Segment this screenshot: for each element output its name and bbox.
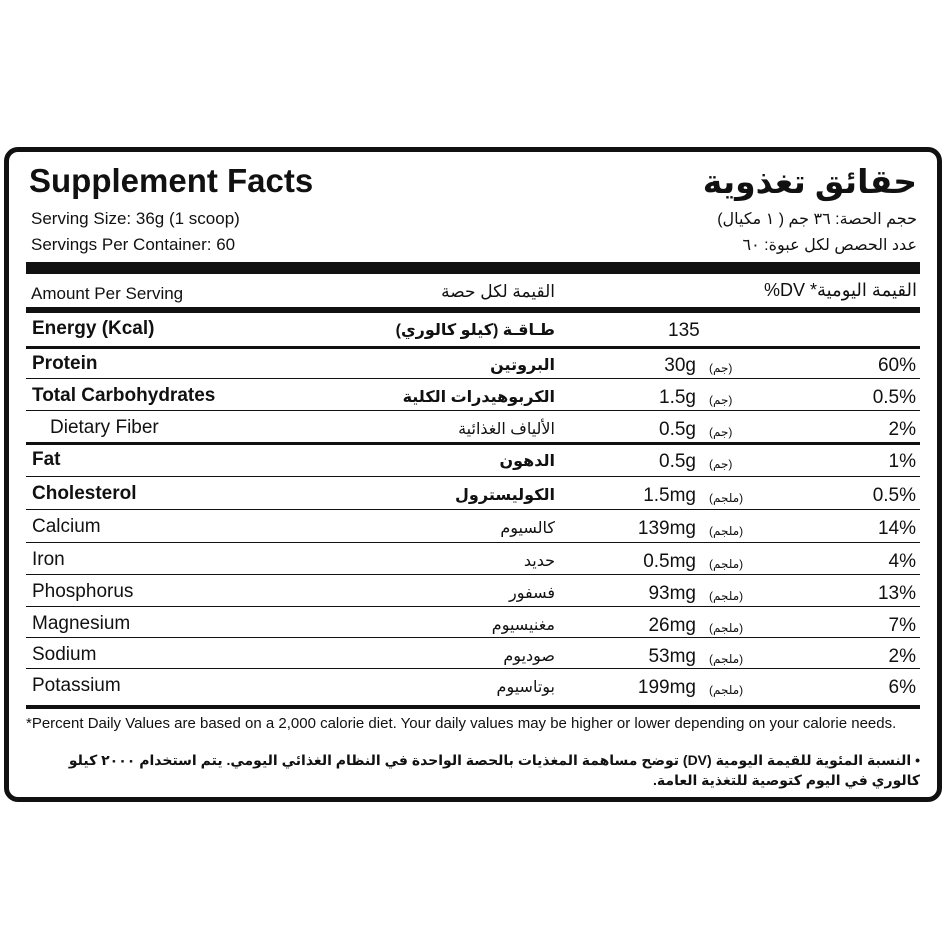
- nutrient-daily-value: 0.5%: [872, 387, 916, 408]
- nutrient-row: [26, 639, 920, 669]
- nutrient-unit-arabic: (جم): [709, 457, 733, 471]
- nutrient-daily-value: 2%: [888, 646, 916, 667]
- nutrient-daily-value: 14%: [877, 518, 916, 539]
- nutrient-row: [26, 478, 920, 508]
- nutrient-amount: 199mg: [637, 677, 696, 698]
- nutrient-name: Magnesium: [32, 613, 131, 634]
- nutrient-amount: 0.5mg: [643, 551, 696, 572]
- nutrient-row: [26, 412, 920, 442]
- nutrient-amount: 30g: [664, 355, 696, 376]
- amount-per-serving-arabic: القيمة لكل حصة: [441, 282, 555, 301]
- nutrient-amount: 0.5g: [659, 451, 696, 472]
- nutrient-name-arabic: الدهون: [499, 453, 555, 470]
- serving-size-english: Serving Size: 36g (1 scoop): [31, 209, 240, 228]
- nutrient-unit-arabic: (ملجم): [709, 621, 744, 635]
- nutrient-unit-arabic: (ملجم): [709, 683, 744, 697]
- nutrient-daily-value: 2%: [888, 419, 916, 440]
- thick-divider-header: [26, 307, 920, 313]
- row-divider: [26, 637, 920, 638]
- nutrient-name-arabic: كالسيوم: [500, 520, 555, 537]
- nutrient-row: [26, 544, 920, 574]
- nutrient-name: Phosphorus: [32, 581, 134, 602]
- nutrient-name-arabic: بوتاسيوم: [496, 679, 555, 696]
- nutrient-amount: 26mg: [648, 615, 696, 636]
- title-arabic: حقائق تغذوية: [702, 163, 917, 200]
- nutrient-unit-arabic: (ملجم): [709, 589, 744, 603]
- row-divider: [26, 668, 920, 669]
- nutrient-name: Iron: [32, 549, 65, 570]
- nutrient-unit-arabic: (ملجم): [709, 524, 744, 538]
- nutrient-daily-value: 60%: [877, 355, 916, 376]
- nutrient-row: [26, 314, 920, 344]
- nutrient-name: Calcium: [32, 516, 101, 537]
- nutrient-amount: 1.5mg: [643, 485, 696, 506]
- nutrient-name: Energy (Kcal): [32, 318, 155, 339]
- nutrient-name-arabic: حديد: [523, 553, 555, 570]
- servings-per-container-arabic: عدد الحصص لكل عبوة: ٦٠: [742, 237, 917, 254]
- nutrient-row: [26, 608, 920, 638]
- nutrient-daily-value: 0.5%: [872, 485, 916, 506]
- nutrient-amount: 93mg: [648, 583, 696, 604]
- nutrient-unit-arabic: (جم): [709, 361, 733, 375]
- nutrient-name-arabic: صوديوم: [503, 648, 555, 665]
- row-divider: [26, 606, 920, 607]
- nutrient-row: [26, 670, 920, 700]
- nutrient-name: Total Carbohydrates: [32, 385, 216, 406]
- nutrient-amount: 135: [668, 320, 700, 341]
- nutrient-name-arabic: البروتين: [490, 357, 555, 374]
- nutrient-daily-value: 1%: [888, 451, 916, 472]
- row-divider: [26, 410, 920, 411]
- nutrient-name-arabic: مغنيسيوم: [491, 617, 555, 634]
- nutrient-unit-arabic: (جم): [709, 425, 733, 439]
- nutrient-name-arabic: فسفور: [508, 585, 555, 602]
- nutrient-name-arabic: الألياف الغذائية: [458, 421, 555, 438]
- nutrient-name-arabic: الكوليسترول: [455, 487, 555, 504]
- amount-per-serving-label: Amount Per Serving: [31, 284, 184, 303]
- divider-footnote: [26, 705, 920, 709]
- nutrient-unit-arabic: (ملجم): [709, 557, 744, 571]
- nutrient-daily-value: 13%: [877, 583, 916, 604]
- nutrient-name: Dietary Fiber: [50, 417, 159, 438]
- nutrient-unit-arabic: (ملجم): [709, 652, 744, 666]
- servings-per-container-english: Servings Per Container: 60: [31, 235, 236, 254]
- row-divider: [26, 509, 920, 510]
- nutrient-name-arabic: طـاقـة (كيلو كالوري): [395, 322, 555, 339]
- footnote-arabic: • النسبة المئوية للقيمة اليومية (DV) توضح مساهمة المغذيات بالحصة الواحدة في النظام الغذائي اليومي. يتم استخدام ٢٠٠٠ كيلو كالوري في اليوم كتوصية للتغذية العامة.: [68, 752, 920, 788]
- nutrient-daily-value: 6%: [888, 677, 916, 698]
- nutrient-row: [26, 380, 920, 410]
- nutrient-row: [26, 511, 920, 541]
- row-divider: [26, 476, 920, 477]
- row-divider: [26, 378, 920, 379]
- nutrient-name: Fat: [32, 449, 61, 470]
- daily-value-header: القيمة اليومية* DV%: [763, 280, 917, 300]
- nutrient-amount: 1.5g: [659, 387, 696, 408]
- nutrient-amount: 0.5g: [659, 419, 696, 440]
- nutrient-name: Protein: [32, 353, 98, 374]
- thick-divider-top: [26, 262, 920, 274]
- title-english: Supplement Facts: [29, 162, 314, 199]
- nutrient-daily-value: 4%: [888, 551, 916, 572]
- nutrient-amount: 139mg: [637, 518, 696, 539]
- nutrient-name-arabic: الكربوهيدرات الكلية: [402, 389, 555, 406]
- nutrient-name: Sodium: [32, 644, 97, 665]
- nutrient-row: [26, 444, 920, 474]
- nutrient-amount: 53mg: [648, 646, 696, 667]
- supplement-facts-panel: [4, 147, 942, 802]
- nutrient-daily-value: 7%: [888, 615, 916, 636]
- row-divider: [26, 574, 920, 575]
- nutrient-row: [26, 576, 920, 606]
- serving-size-arabic: حجم الحصة: ٣٦ جم ( ١ مكيال): [717, 211, 917, 228]
- nutrient-name: Potassium: [32, 675, 121, 696]
- nutrient-unit-arabic: (ملجم): [709, 491, 744, 505]
- nutrient-name: Cholesterol: [32, 483, 137, 504]
- nutrient-row: [26, 348, 920, 378]
- footnote-english: *Percent Daily Values are based on a 2,000 calorie diet. Your daily values may be higher or lower depending on your calorie needs.: [26, 715, 897, 732]
- row-divider: [26, 542, 920, 543]
- nutrient-unit-arabic: (جم): [709, 393, 733, 407]
